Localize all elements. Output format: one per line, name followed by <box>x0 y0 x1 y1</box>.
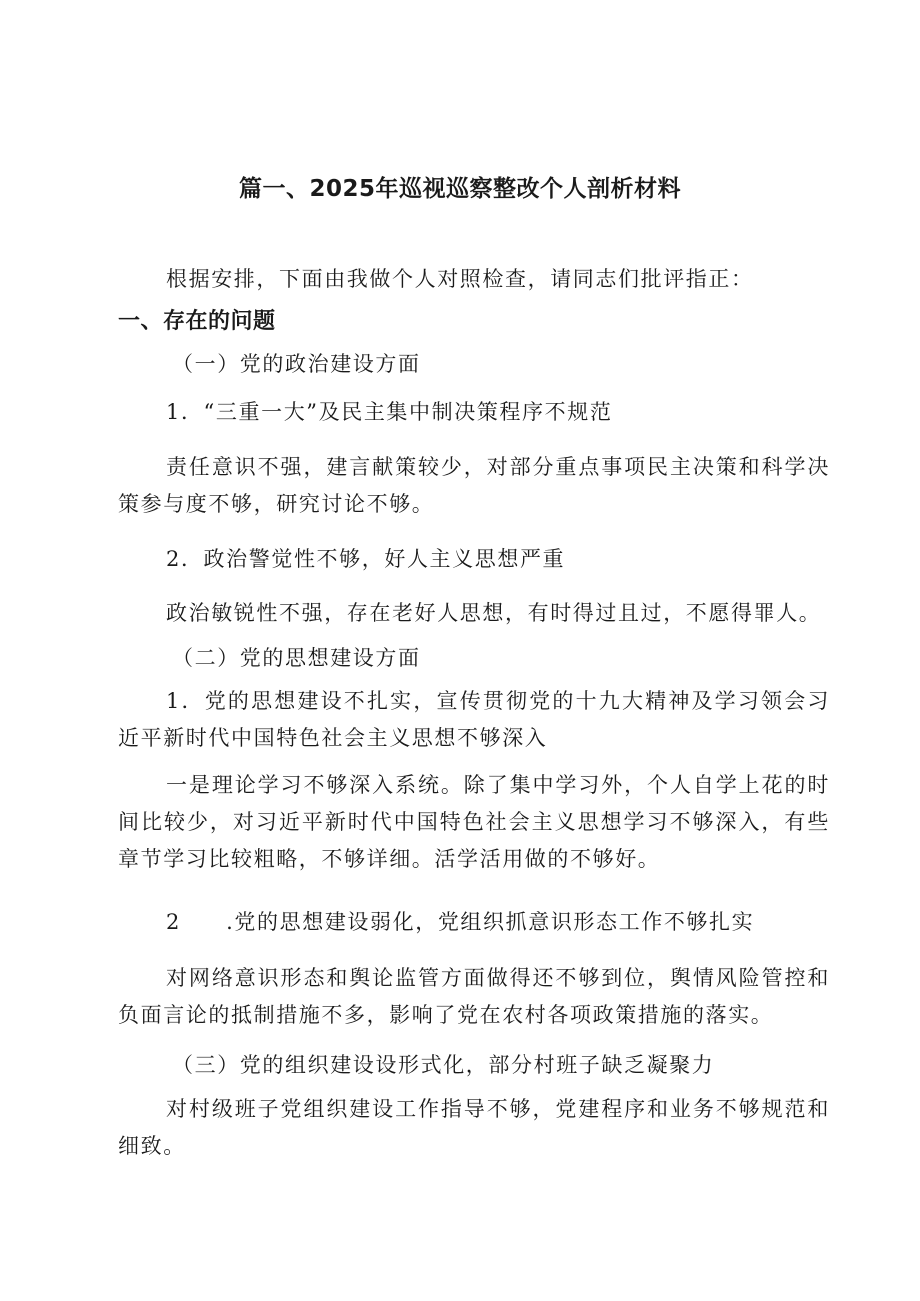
subsection-heading-ideological: （二）党的思想建设方面 <box>172 646 421 670</box>
subsection-heading-political: （一）党的政治建设方面 <box>172 352 421 376</box>
item-title-decision-procedure: 1．“三重一大”及民主集中制决策程序不规范 <box>166 400 613 424</box>
item-title-political-vigilance: 2．政治警觉性不够，好人主义思想严重 <box>166 547 566 571</box>
item-body-political-vigilance: 政治敏锐性不强，存在老好人思想，有时得过且过，不愿得罪人。 <box>166 601 822 625</box>
item-body-theory-study: 一是理论学习不够深入系统。除了集中学习外，个人自学上花的时间比较少，对习近平新时代中国特色社会主义思想学习不够深入，有些章节学习比较粗略，不够详细。活学活用做的不够好。 <box>118 773 830 871</box>
subsection-heading-organizational: （三）党的组织建设设形式化，部分村班子缺乏凝聚力 <box>172 1053 715 1077</box>
item-body-ideology-work: 对网络意识形态和舆论监管方面做得还不够到位，舆情风险管控和负面言论的抵制措施不多，影响了党在农村各项政策措施的落实。 <box>118 966 830 1027</box>
section-heading-problems: 一、存在的问题 <box>118 309 276 334</box>
item-title-ideology-work: 2 .党的思想建设弱化，党组织抓意识形态工作不够扎实 <box>166 910 755 934</box>
item-title-ideological-foundation: 1．党的思想建设不扎实，宣传贯彻党的十九大精神及学习领会习近平新时代中国特色社会主义思想不够深入 <box>118 689 830 750</box>
intro-paragraph: 根据安排，下面由我做个人对照检查，请同志们批评指正： <box>166 267 754 291</box>
item-body-organizational: 对村级班子党组织建设工作指导不够，党建程序和业务不够规范和细致。 <box>118 1097 830 1158</box>
document-title: 篇一、2025年巡视巡察整改个人剖析材料 <box>238 176 681 202</box>
item-body-decision-procedure: 责任意识不强，建言献策较少，对部分重点事项民主决策和科学决策参与度不够，研究讨论不够。 <box>118 455 830 516</box>
